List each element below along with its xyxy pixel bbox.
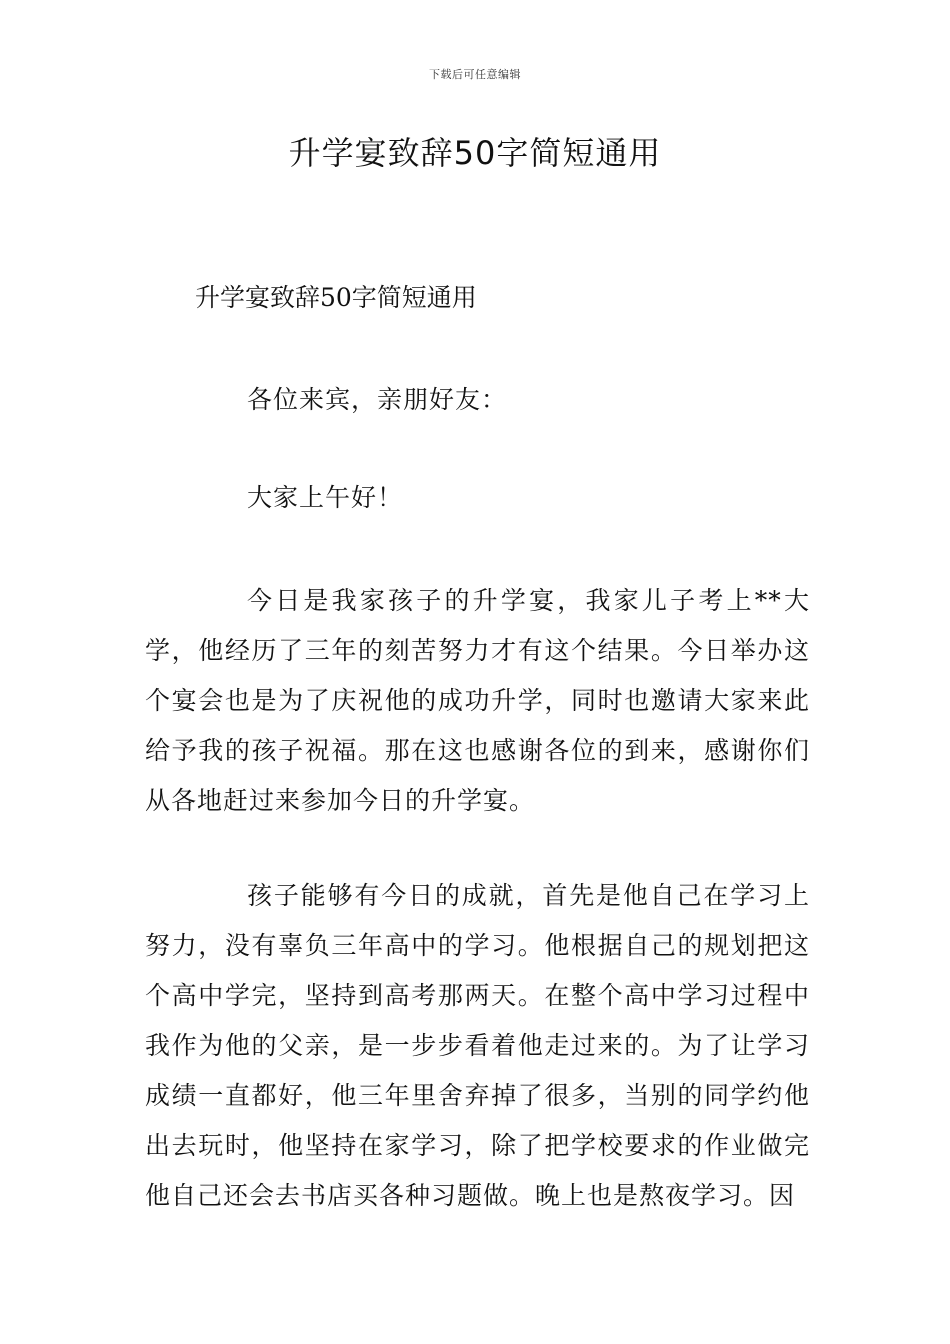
salutation: 各位来宾，亲朋好友： (247, 385, 508, 414)
document-subtitle: 升学宴致辞50字简短通用 (195, 283, 477, 312)
document-title: 升学宴致辞50字简短通用 (288, 134, 662, 172)
paragraph-2: 孩子能够有今日的成就，首先是他自己在学习上努力，没有辜负三年高中的学习。他根据自己的规划把这个高中学完，坚持到高考那两天。在整个高中学习过程中我作为他的父亲，是一步步看着他走过来的。为了让学习成绩一直都好，他三年里舍弃掉了很多，当别的同学约他出去玩时，他坚持在家学习，除了把学校要求的作业做完他自己还会去书店买各种习题做。晚上也是熬夜学习。因 (145, 881, 810, 1210)
header-note: 下载后可任意编辑 (429, 68, 521, 81)
greeting: 大家上午好！ (247, 483, 404, 512)
paragraph-1: 今日是我家孩子的升学宴，我家儿子考上**大学，他经历了三年的刻苦努力才有这个结果。今日举办这个宴会也是为了庆祝他的成功升学，同时也邀请大家来此给予我的孩子祝福。那在这也感谢各位的到来，感谢你们从各地赶过来参加今日的升学宴。 (145, 586, 810, 815)
